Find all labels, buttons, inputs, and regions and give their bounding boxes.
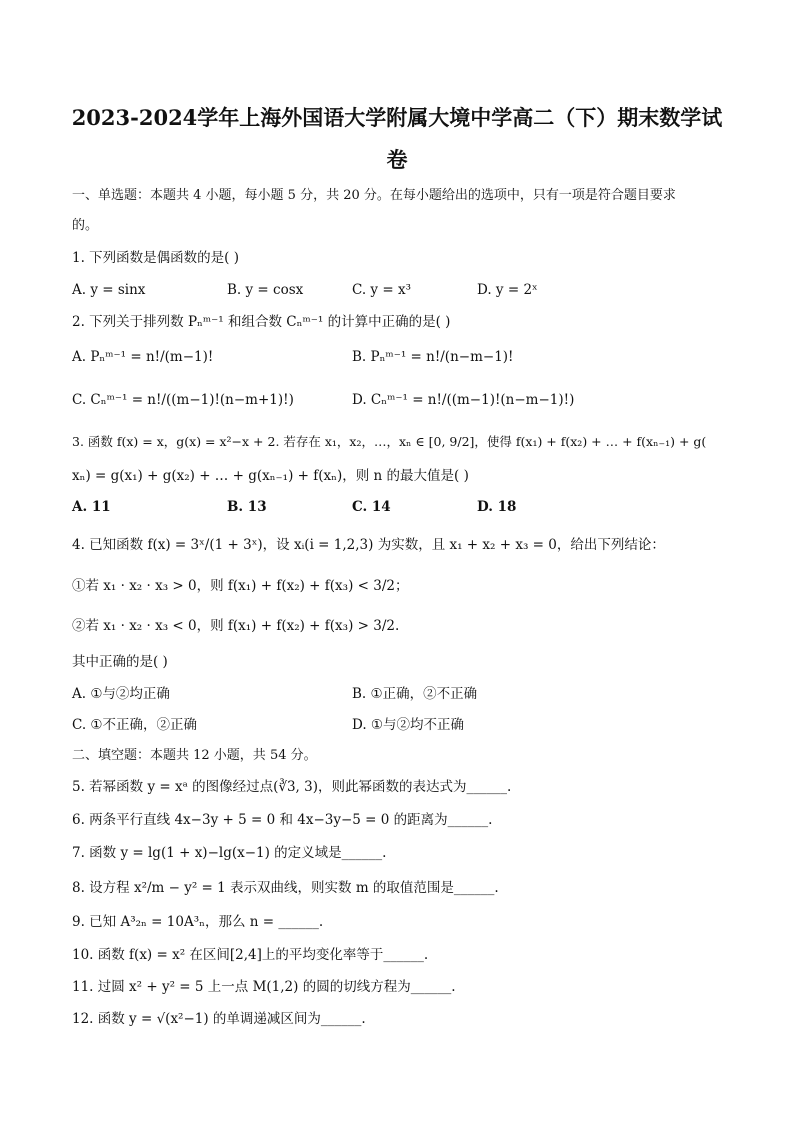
q4-question: 其中正确的是( ) — [72, 654, 168, 670]
fill-question: 10. 函数 f(x) = x² 在区间[2,4]上的平均变化率等于______. — [72, 947, 429, 963]
section2-heading: 二、填空题：本题共 12 小题，共 54 分。 — [72, 748, 317, 763]
q3-option-a: A. 11 — [72, 499, 111, 515]
q1-stem: 1. 下列函数是偶函数的是( ) — [72, 250, 239, 266]
q2-option-d: D. Cₙᵐ⁻¹ = n!/((m−1)!(n−m−1)!) — [352, 392, 575, 408]
q4-option-c: C. ①不正确，②正确 — [72, 717, 198, 733]
fill-question: 7. 函数 y = lg(1 + x)−lg(x−1) 的定义域是______. — [72, 845, 387, 861]
fill-question: 9. 已知 A³₂ₙ = 10A³ₙ，那么 n = ______. — [72, 914, 324, 930]
q1-option-a: A. y = sinx — [72, 282, 146, 298]
q4-option-b: B. ①正确，②不正确 — [352, 686, 478, 702]
q2-stem: 2. 下列关于排列数 Pₙᵐ⁻¹ 和组合数 Cₙᵐ⁻¹ 的计算中正确的是( ) — [72, 314, 451, 330]
exam-title-line2: 卷 — [386, 147, 408, 172]
fill-question: 12. 函数 y = √(x²−1) 的单调递减区间为______. — [72, 1011, 366, 1027]
q2-option-b: B. Pₙᵐ⁻¹ = n!/(n−m−1)! — [352, 349, 514, 365]
q1-option-b: B. y = cosx — [227, 282, 304, 298]
fill-question: 11. 过圆 x² + y² = 5 上一点 M(1,2) 的圆的切线方程为______. — [72, 979, 456, 995]
section1-heading-cont: 的。 — [72, 218, 99, 233]
q4-conclusion-2: ②若 x₁ · x₂ · x₃ < 0，则 f(x₁) + f(x₂) + f(x₃) > 3/2. — [72, 618, 400, 634]
q4-option-a: A. ①与②均正确 — [72, 686, 170, 702]
q3-option-c: C. 14 — [352, 499, 391, 515]
q3-stem-line1: 3. 函数 f(x) = x，g(x) = x²−x + 2. 若存在 x₁，x₂，…，xₙ ∈ [0, 9/2]，使得 f(x₁) + f(x₂) + … + f(xₙ₋₁) + g( — [72, 434, 707, 449]
q4-option-d: D. ①与②均不正确 — [352, 717, 465, 733]
q4-conclusion-1: ①若 x₁ · x₂ · x₃ > 0，则 f(x₁) + f(x₂) + f(x₃) < 3/2； — [72, 578, 409, 594]
fill-question: 5. 若幂函数 y = xᵃ 的图像经过点(∛3, 3)，则此幂函数的表达式为______. — [72, 779, 512, 795]
fill-question: 8. 设方程 x²/m − y² = 1 表示双曲线，则实数 m 的取值范围是______. — [72, 880, 499, 896]
q3-option-d: D. 18 — [477, 499, 517, 515]
q1-option-d: D. y = 2ˣ — [477, 282, 538, 298]
section1-heading: 一、单选题：本题共 4 小题，每小题 5 分，共 20 分。在每小题给出的选项中，只有一项是符合题目要求 — [72, 188, 676, 203]
q3-stem-line2: xₙ) = g(x₁) + g(x₂) + … + g(xₙ₋₁) + f(xₙ)，则 n 的最大值是( ) — [72, 468, 469, 484]
q4-stem: 4. 已知函数 f(x) = 3ˣ/(1 + 3ˣ)，设 xᵢ(i = 1,2,3) 为实数，且 x₁ + x₂ + x₃ = 0，给出下列结论： — [72, 537, 665, 553]
fill-question: 6. 两条平行直线 4x−3y + 5 = 0 和 4x−3y−5 = 0 的距离为______. — [72, 812, 493, 828]
q2-option-c: C. Cₙᵐ⁻¹ = n!/((m−1)!(n−m+1)!) — [72, 392, 294, 408]
exam-title-line1: 2023-2024学年上海外国语大学附属大境中学高二（下）期末数学试 — [71, 105, 723, 130]
q3-option-b: B. 13 — [227, 499, 267, 515]
q1-option-c: C. y = x³ — [352, 282, 411, 298]
q2-option-a: A. Pₙᵐ⁻¹ = n!/(m−1)! — [72, 349, 214, 365]
